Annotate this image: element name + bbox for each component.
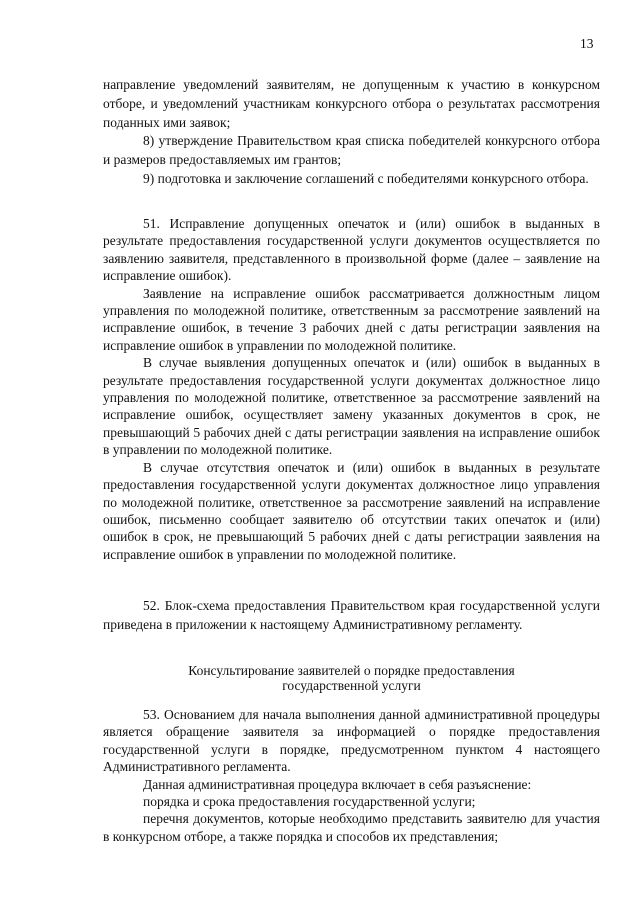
top-text-block (103, 76, 600, 189)
page-number: 13 (580, 36, 594, 51)
section-52 (103, 597, 600, 635)
paragraph-51-errors-found: В случае выявления допущенных опечаток и (или) ошибок в выданных в результате предоставления государственной услуги документах должностное лицо управления по молодежной политике, ответственное за рассмотрение заявлений на исправление ошибок, осуществляет замену указанных документов в срок, не превышающий 5 рабочих дней с даты регистрации заявления на исправление ошибок в управлении по молодежной политике. (103, 355, 600, 458)
paragraph-item-8: 8) утверждение Правительством края списка победителей конкурсного отбора и размеров предоставляемых им грантов; (103, 133, 600, 168)
paragraph-item-9: 9) подготовка и заключение соглашений с победителями конкурсного отбора. (143, 170, 589, 186)
paragraph-53-order: порядка и срока предоставления государственной услуги; (143, 794, 476, 810)
paragraph-51-review: Заявление на исправление ошибок рассматривается должностным лицом управления по молодежной политике, ответственным за рассмотрение заявлений на исправление ошибок, в течение 3 рабочих дней с даты регистрации заявления на исправление ошибок в управлении по молодежной политике. (103, 285, 600, 353)
paragraph-52: 52. Блок-схема предоставления Правительством края государственной услуги приведена в приложении к настоящему Административному регламенту. (103, 598, 600, 632)
paragraph-53-documents: перечня документов, которые необходимо представить заявителю для участия в конкурсном отборе, а также порядка и способов их представления; (103, 811, 600, 844)
paragraph-53-basis: 53. Основанием для начала выполнения данной административной процедуры является обращение заявителя за информацией о порядке предоставления государственной услуги в порядке, предусмотренном пунктом 4 настоящего Административного регламента. (103, 707, 600, 775)
paragraph-51-no-errors: В случае отсутствия опечаток и (или) ошибок в выданных в результате предоставления государственной услуги документах должностное лицо управления по молодежной политике, ответственное за рассмотрение заявлений на исправление ошибок, письменно сообщает заявителю об отсутствии таких опечаток и (или) ошибок в срок, не превышающий 5 рабочих дней с даты регистрации заявления на исправление ошибок в управлении по молодежной политике. (103, 459, 600, 562)
section-53 (103, 706, 600, 845)
paragraph-notifications: направление уведомлений заявителям, не допущенным к участию в конкурсном отборе, и уведомлений участникам конкурсного отбора о результатах рассмотрения поданных ими заявок; (103, 77, 600, 130)
paragraph-51-intro: 51. Исправление допущенных опечаток и (или) ошибок в выданных в результате предоставления государственной услуги документов осуществляется по заявлению заявителя, представленного в произвольной форме (далее – заявление на исправление ошибок). (103, 216, 600, 284)
heading-line-1: Консультирование заявителей о порядке предоставления (188, 663, 515, 678)
paragraph-53-includes: Данная административная процедура включает в себя разъяснение: (143, 776, 532, 792)
section-51 (103, 215, 600, 563)
heading-line-2: государственной услуги (282, 678, 421, 693)
section-heading-consulting (103, 663, 600, 693)
